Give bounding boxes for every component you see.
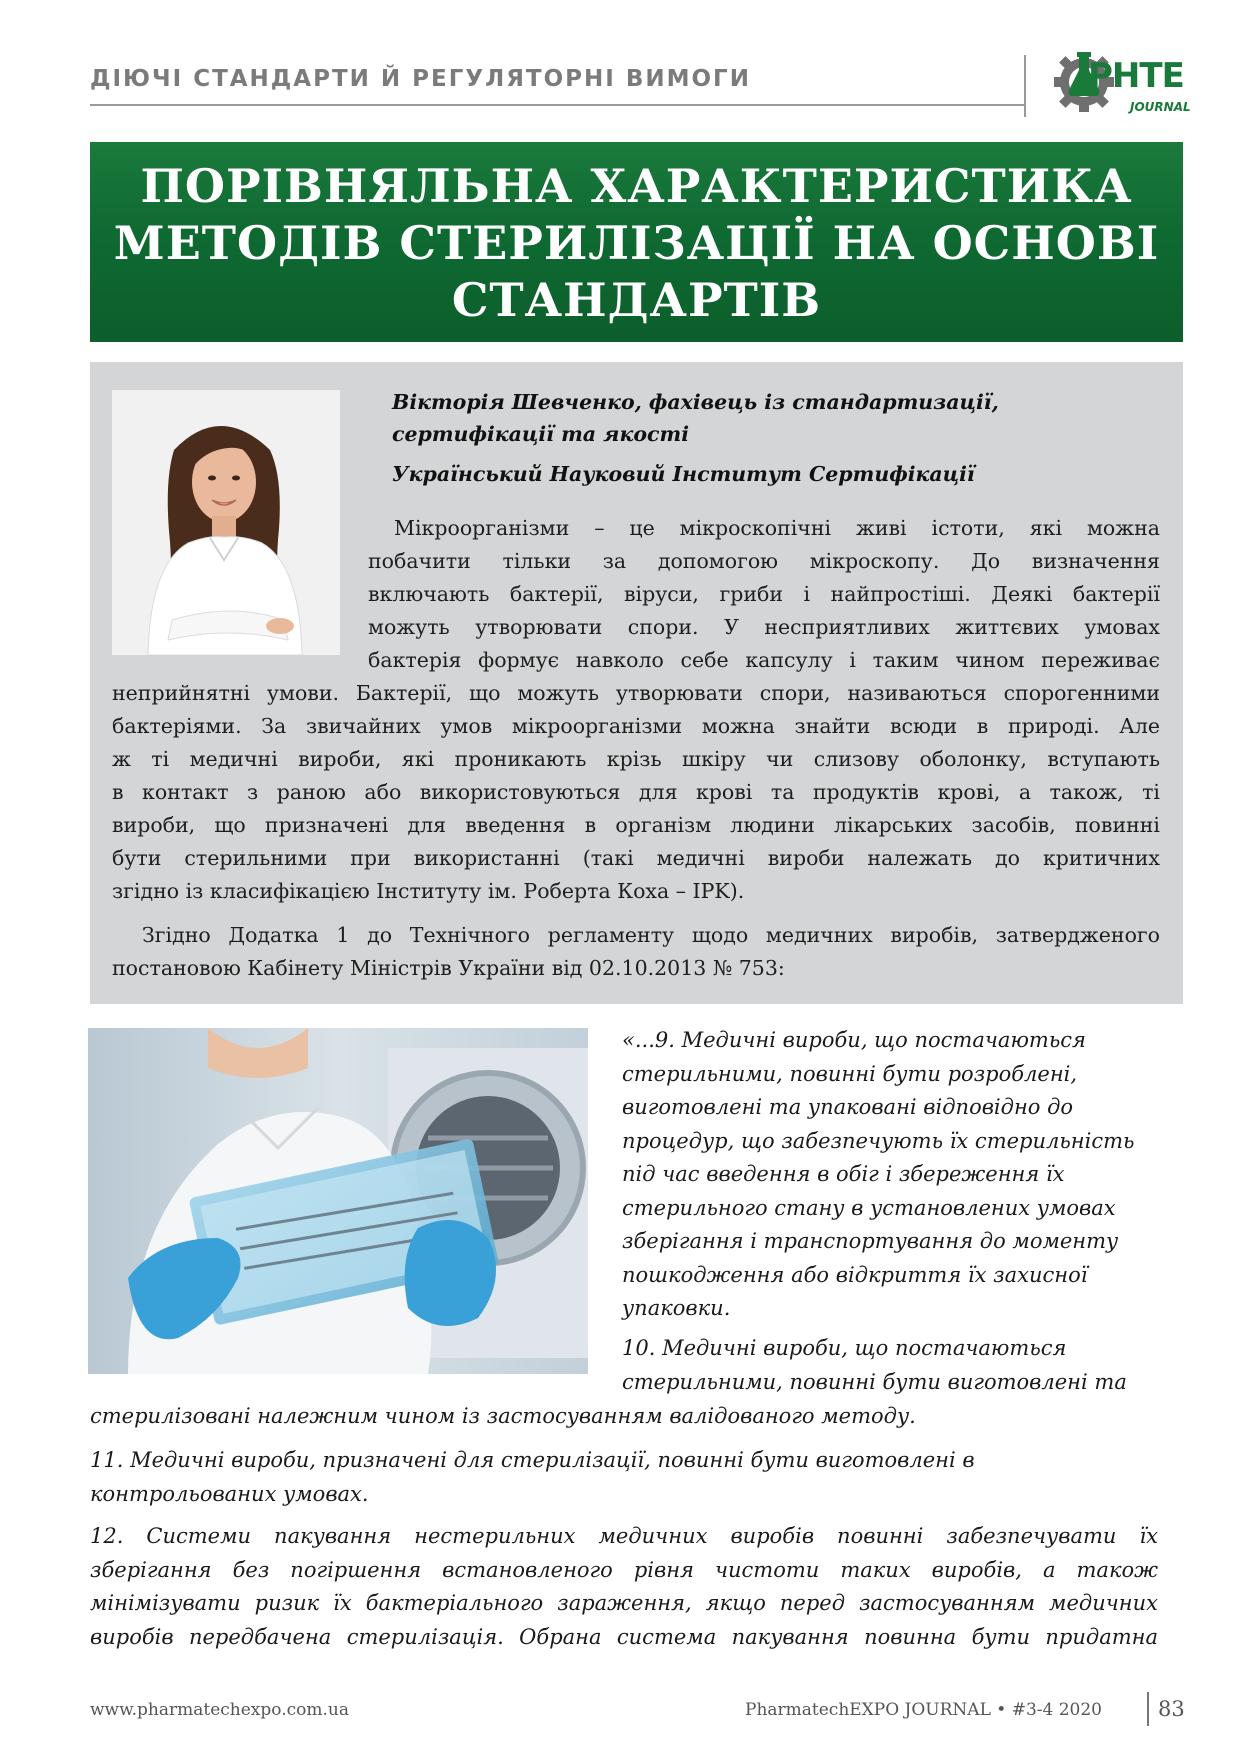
text-line: Мікроорганізми – це мікроскопічні живі істоти, які можна bbox=[394, 516, 1160, 540]
header-vertical-divider bbox=[1024, 55, 1026, 117]
article-title bbox=[90, 158, 1183, 329]
intro-paragraph-beside-portrait bbox=[368, 512, 1160, 677]
footer-divider bbox=[1147, 1692, 1149, 1726]
text-line: неприйнятні умови. Бактерії, що можуть утворювати спори, називаються спорогенними bbox=[112, 681, 1160, 705]
footer-website-link[interactable]: www.pharmatechexpo.com.ua bbox=[90, 1700, 349, 1720]
text-line: під час введення в обіг і збереження їх bbox=[622, 1162, 1065, 1186]
text-line: стерильного стану в установлених умовах bbox=[622, 1195, 1116, 1220]
quote-item-12 bbox=[90, 1520, 1158, 1654]
text-line: зберігання без погіршення встановленого рівня чистоти таких виробів, а також bbox=[90, 1557, 1158, 1582]
quote-item-9 bbox=[622, 1024, 1134, 1326]
text-line: ж ті медичні вироби, які проникають крізь шкіру чи слизову оболонку, вступають bbox=[112, 747, 1160, 771]
page-number: 83 bbox=[1158, 1697, 1185, 1721]
sterile-package-image bbox=[88, 1028, 588, 1374]
author-portrait bbox=[112, 390, 340, 655]
text-line: пошкодження або відкриття їх захисної bbox=[622, 1262, 1088, 1287]
text-line: упаковки. bbox=[622, 1296, 731, 1320]
author-line: Вікторія Шевченко, фахівець із стандартизації, bbox=[392, 390, 999, 414]
author-line: сертифікації та якості bbox=[392, 422, 689, 446]
text-line: можуть утворювати спори. У несприятливих життєвих умовах bbox=[368, 615, 1160, 639]
text-line: виготовлені та упаковані відповідно до bbox=[622, 1095, 1074, 1119]
footer-journal-issue: PharmatechEXPO JOURNAL • #3-4 2020 bbox=[745, 1700, 1102, 1720]
text-line: контрольованих умовах. bbox=[90, 1481, 369, 1506]
text-line: 11. Медичні вироби, призначені для стерилізації, повинні бути виготовлені в bbox=[90, 1448, 975, 1472]
journal-logo bbox=[1050, 38, 1191, 122]
title-line: ПОРІВНЯЛЬНА ХАРАКТЕРИСТИКА bbox=[140, 159, 1133, 213]
text-line: бути стерильними при використанні (такі медичні вироби належать до критичних bbox=[112, 846, 1160, 870]
quote-item-11 bbox=[90, 1444, 975, 1511]
text-line: постановою Кабінету Міністрів України від 02.10.2013 № 753: bbox=[112, 956, 785, 980]
text-line: бактеріями. За звичайних умов мікроорганізми можна знайти всюди в природі. Але bbox=[112, 714, 1160, 738]
text-line: Згідно Додатка 1 до Технічного регламенту щодо медичних виробів, затвердженого bbox=[142, 923, 1160, 947]
text-line: згідно із класифікацією Інституту ім. Роберта Коха – IPK). bbox=[112, 879, 745, 903]
text-line: в контакт з раною або використовуються для крові та продуктів крові, а також, ті bbox=[112, 780, 1160, 804]
portrait-image bbox=[112, 390, 340, 655]
logo-text: PHTE bbox=[1088, 56, 1184, 96]
title-line: МЕТОДІВ СТЕРИЛІЗАЦІЇ НА ОСНОВІ bbox=[113, 216, 1160, 270]
text-line: «...9. Медичні вироби, що постачаються bbox=[622, 1028, 1086, 1052]
text-line: вироби, що призначені для введення в організм людини лікарських засобів, повинні bbox=[112, 813, 1160, 837]
text-line: бактерія формує навколо себе капсулу і таким чином переживає bbox=[368, 648, 1160, 672]
author-institute: Український Науковий Інститут Сертифікації bbox=[392, 462, 975, 486]
title-line: СТАНДАРТІВ bbox=[451, 273, 822, 327]
regulation-paragraph bbox=[112, 919, 1160, 985]
text-line: процедур, що забезпечують їх стерильність bbox=[622, 1128, 1135, 1153]
section-header: ДІЮЧІ СТАНДАРТИ Й РЕГУЛЯТОРНІ ВИМОГИ bbox=[90, 66, 751, 92]
text-line: зберігання і транспортування до моменту bbox=[622, 1229, 1119, 1253]
text-line: включають бактерії, віруси, гриби і найпростіші. Деякі бактерії bbox=[368, 582, 1160, 606]
header-divider bbox=[90, 104, 1025, 106]
text-line: стерильними, повинні бути розроблені, bbox=[622, 1061, 1078, 1086]
quote-item-10-continued: стерилізовані належним чином із застосуванням валідованого методу. bbox=[90, 1404, 916, 1428]
text-line: мінімізувати ризик їх бактеріального зараження, якщо перед застосуванням медичних bbox=[90, 1591, 1158, 1615]
text-line: стерильними, повинні бути виготовлені та bbox=[622, 1369, 1127, 1394]
text-line: виробів передбачена стерилізація. Обрана система пакування повинна бути придатна bbox=[90, 1624, 1158, 1649]
text-line: 12. Системи пакування нестерильних медичних виробів повинні забезпечувати їх bbox=[90, 1524, 1158, 1548]
text-line: побачити тільки за допомогою мікроскопу. До визначення bbox=[368, 549, 1160, 573]
text-line: 10. Медичні вироби, що постачаються bbox=[622, 1336, 1067, 1360]
author-name bbox=[392, 386, 999, 450]
sterilization-photo bbox=[88, 1028, 588, 1374]
logo-subtext: JOURNAL bbox=[1130, 100, 1191, 114]
intro-paragraph-full bbox=[112, 677, 1160, 908]
quote-item-10 bbox=[622, 1332, 1127, 1399]
